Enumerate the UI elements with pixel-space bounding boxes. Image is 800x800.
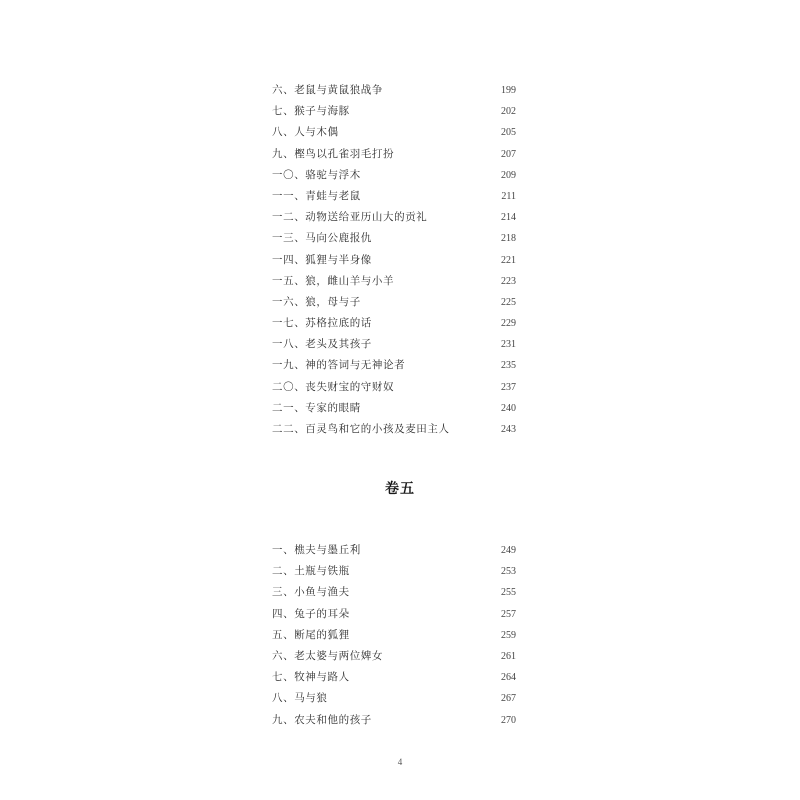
- toc-entry[interactable]: [272, 271, 516, 292]
- toc-entry[interactable]: [272, 625, 516, 646]
- toc-entry[interactable]: [272, 355, 516, 376]
- toc-entry-title: 二〇、丧失财宝的守财奴: [272, 380, 395, 393]
- toc-entry-title: 六、老太婆与两位婢女: [272, 649, 383, 662]
- toc-entry[interactable]: [272, 80, 516, 101]
- toc-entry-title: 一八、老头及其孩子: [272, 338, 372, 351]
- toc-entry-title: 九、樫鸟以孔雀羽毛打扮: [272, 147, 395, 160]
- toc-entry-page: 259: [501, 629, 516, 641]
- toc-entry[interactable]: [272, 667, 516, 688]
- toc-entry-page: 235: [501, 360, 516, 372]
- toc-entry-page: 257: [501, 608, 516, 620]
- toc-entry-title: 二、土瓶与铁瓶: [272, 565, 350, 578]
- toc-entry[interactable]: [272, 334, 516, 355]
- toc-entry-page: 214: [501, 212, 516, 224]
- toc-entry-page: 199: [501, 85, 516, 96]
- toc-entry-title: 五、断尾的狐狸: [272, 628, 350, 641]
- toc-entry[interactable]: [272, 207, 516, 228]
- toc-entry[interactable]: [272, 688, 516, 709]
- toc-entry-title: 四、兔子的耳朵: [272, 607, 350, 620]
- toc-entry-page: 261: [501, 650, 516, 662]
- toc-entry-title: 一三、马向公鹿报仇: [272, 232, 372, 245]
- toc-upper-list: [272, 80, 516, 440]
- toc-entry[interactable]: [272, 101, 516, 122]
- section-heading: 卷五: [385, 481, 415, 497]
- toc-entry[interactable]: [272, 710, 516, 731]
- toc-entry-page: 211: [501, 190, 516, 202]
- toc-entry-page: 229: [501, 318, 516, 330]
- toc-entry-title: 一七、苏格拉底的话: [272, 317, 372, 330]
- toc-entry[interactable]: [272, 540, 516, 561]
- toc-entry-page: 231: [501, 339, 516, 351]
- toc-entry-page: 218: [501, 233, 516, 245]
- toc-entry-title: 一九、神的答词与无神论者: [272, 359, 406, 372]
- toc-entry[interactable]: [272, 250, 516, 271]
- toc-entry-title: 七、牧神与路人: [272, 671, 350, 684]
- toc-entry-title: 一一、青蛙与老鼠: [272, 189, 361, 202]
- toc-entry[interactable]: [272, 122, 516, 143]
- toc-entry-page: 225: [501, 296, 516, 308]
- toc-entry-page: 209: [501, 169, 516, 181]
- toc-entry-title: 八、人与木偶: [272, 126, 339, 139]
- toc-entry-title: 一四、狐狸与半身像: [272, 253, 372, 266]
- toc-entry[interactable]: [272, 561, 516, 582]
- toc-entry-title: 七、猴子与海豚: [272, 105, 350, 118]
- toc-entry[interactable]: [272, 604, 516, 625]
- toc-entry-page: 243: [501, 424, 516, 435]
- toc-entry-title: 一、樵夫与墨丘利: [272, 544, 361, 556]
- toc-entry-title: 一〇、骆驼与浮木: [272, 168, 361, 181]
- toc-entry[interactable]: [272, 646, 516, 667]
- toc-entry[interactable]: [272, 398, 516, 419]
- toc-entry-title: 一二、动物送给亚历山大的贡礼: [272, 211, 428, 224]
- toc-entry-title: 九、农夫和他的孩子: [272, 713, 372, 726]
- toc-entry-page: 255: [501, 587, 516, 599]
- toc-entry-page: 221: [501, 254, 516, 266]
- toc-entry-page: 205: [501, 127, 516, 139]
- toc-entry-title: 八、马与狼: [272, 692, 328, 705]
- toc-entry-page: 223: [501, 275, 516, 287]
- page-number: 4: [397, 757, 403, 767]
- toc-entry-title: 三、小鱼与渔夫: [272, 586, 350, 599]
- toc-entry[interactable]: [272, 228, 516, 249]
- toc-entry-title: 二一、专家的眼睛: [272, 401, 361, 414]
- toc-entry[interactable]: [272, 313, 516, 334]
- toc-lower-list: [272, 540, 516, 731]
- toc-entry-title: 一五、狼，雌山羊与小羊: [272, 274, 395, 287]
- toc-entry[interactable]: [272, 377, 516, 398]
- toc-entry[interactable]: [272, 144, 516, 165]
- toc-entry-title: 二二、百灵鸟和它的小孩及麦田主人: [272, 423, 450, 435]
- toc-entry[interactable]: [272, 419, 516, 440]
- toc-entry[interactable]: [272, 186, 516, 207]
- toc-entry-title: 六、老鼠与黄鼠狼战争: [272, 84, 383, 96]
- toc-entry-page: 202: [501, 106, 516, 118]
- toc-entry[interactable]: [272, 582, 516, 603]
- toc-entry-page: 267: [501, 693, 516, 705]
- toc-entry[interactable]: [272, 165, 516, 186]
- toc-entry-page: 240: [501, 402, 516, 414]
- toc-entry-page: 253: [501, 566, 516, 578]
- toc-entry[interactable]: [272, 292, 516, 313]
- toc-entry-page: 207: [501, 148, 516, 160]
- toc-entry-title: 一六、狼，母与子: [272, 295, 361, 308]
- toc-entry-page: 249: [501, 545, 516, 556]
- toc-entry-page: 264: [501, 672, 516, 684]
- toc-entry-page: 237: [501, 381, 516, 393]
- toc-entry-page: 270: [501, 714, 516, 726]
